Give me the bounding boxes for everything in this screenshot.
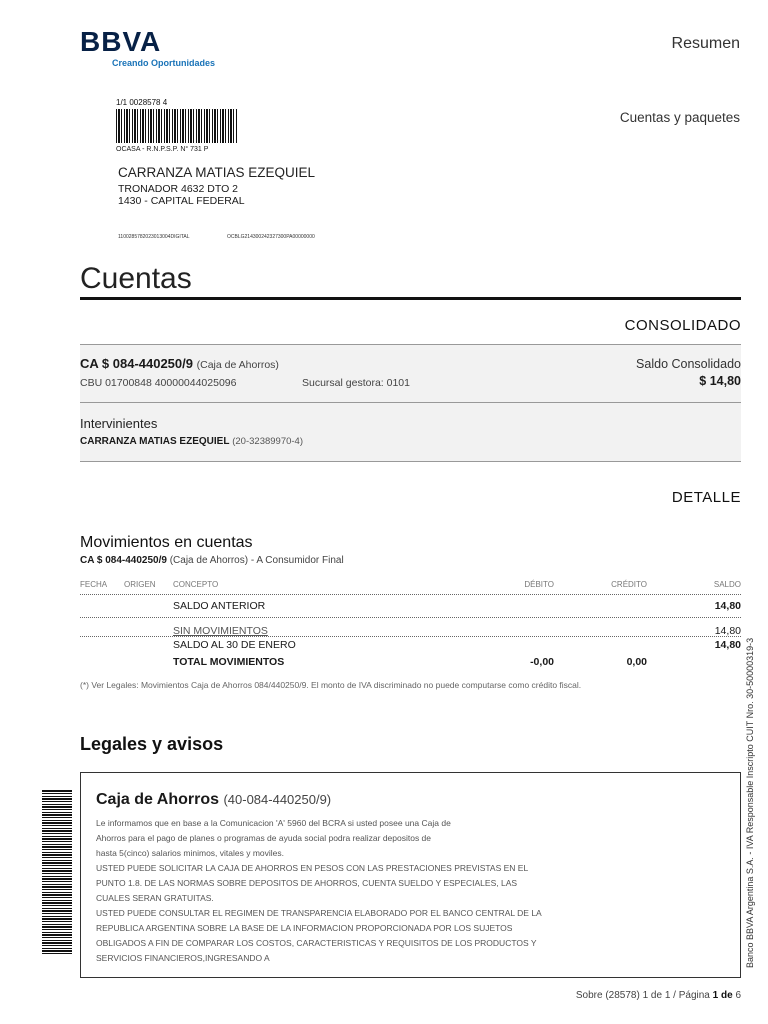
row-saldo: 14,80 bbox=[714, 639, 741, 651]
row-concepto: SIN MOVIMIENTOS bbox=[173, 625, 268, 637]
row-saldo: 14,80 bbox=[714, 600, 741, 612]
interviniente-cuit: (20-32389970-4) bbox=[232, 436, 304, 447]
footer-page: 1 de bbox=[712, 990, 733, 1001]
document-subtitle: Cuentas y paquetes bbox=[619, 110, 740, 125]
movimientos-account-id: CA $ 084-440250/9 bbox=[80, 555, 167, 566]
movimientos-account bbox=[80, 555, 344, 566]
col-debito: DÉBITO bbox=[524, 580, 554, 589]
document-title: Resumen bbox=[671, 35, 740, 52]
mailing-code-left: 1100285782023013004DIGITAL bbox=[118, 234, 190, 240]
legal-line: OBLIGADOS A FIN DE COMPARAR LOS COSTOS, CARACTERISTICAS Y REQUISITOS DE LOS PRODUCTOS Y bbox=[96, 938, 537, 948]
interviniente-line bbox=[80, 436, 303, 447]
page-footer bbox=[576, 990, 741, 1001]
cbu-number: CBU 01700848 40000044025096 bbox=[80, 377, 237, 389]
saldo-value: $ 14,80 bbox=[699, 374, 741, 388]
legal-line: CUALES SERAN GRATUITAS. bbox=[96, 893, 214, 903]
mailing-barcode bbox=[116, 98, 246, 153]
barcode-bars bbox=[116, 109, 238, 143]
mailing-code-right: OCBLG214300242327300PA00000000 bbox=[227, 234, 315, 240]
legal-line: REPUBLICA ARGENTINA SOBRE LA BASE DE LA INFORMACION PROPORCIONADA POR LOS SUJETOS bbox=[96, 923, 513, 933]
col-credito: CRÉDITO bbox=[611, 580, 647, 589]
logo-tagline: Creando Oportunidades bbox=[112, 58, 216, 68]
legales-box bbox=[80, 772, 741, 978]
address-line2: 1430 - CAPITAL FEDERAL bbox=[118, 195, 245, 207]
side-legal-text: Banco BBVA Argentina S.A. - IVA Responsable Inscripto CUIT Nro. 30-50000319-3 bbox=[745, 637, 755, 968]
movimientos-account-desc: (Caja de Ahorros) - A Consumidor Final bbox=[169, 555, 344, 566]
movimientos-heading: Movimientos en cuentas bbox=[80, 534, 253, 551]
logo-text: BBVA bbox=[80, 26, 162, 57]
side-barcode bbox=[42, 790, 72, 954]
intervinientes-label: Intervinientes bbox=[80, 416, 158, 431]
section-heading-cuentas: Cuentas bbox=[80, 262, 192, 295]
account-line bbox=[80, 356, 279, 371]
legales-box-title-line bbox=[96, 791, 716, 809]
account-id: CA $ 084-440250/9 bbox=[80, 356, 193, 371]
table-divider bbox=[80, 636, 741, 637]
detalle-label: DETALLE bbox=[671, 489, 741, 506]
row-concepto: SALDO ANTERIOR bbox=[173, 600, 266, 612]
row-concepto: SALDO AL 30 DE ENERO bbox=[173, 639, 296, 651]
legal-line: USTED PUEDE SOLICITAR LA CAJA DE AHORROS EN PESOS CON LAS PRESTACIONES PREVISTAS EN EL bbox=[96, 863, 529, 873]
row-debito: -0,00 bbox=[530, 656, 554, 668]
row-saldo: 14,80 bbox=[714, 625, 741, 637]
bbva-logo bbox=[80, 28, 215, 68]
col-fecha: FECHA bbox=[80, 580, 108, 589]
legal-line: SERVICIOS FINANCIEROS,INGRESANDO A bbox=[96, 953, 270, 963]
col-saldo: SALDO bbox=[713, 580, 741, 589]
heading-rule bbox=[80, 297, 741, 300]
legal-line: USTED PUEDE CONSULTAR EL REGIMEN DE TRANSPARENCIA ELABORADO POR EL BANCO CENTRAL DE LA bbox=[96, 908, 542, 918]
saldo-label: Saldo Consolidado bbox=[636, 357, 741, 371]
table-divider bbox=[80, 594, 741, 595]
col-origen: ORIGEN bbox=[124, 580, 156, 589]
movimientos-note: (*) Ver Legales: Movimientos Caja de Ahorros 084/440250/9. El monto de IVA discriminado no puede computarse como crédito fiscal. bbox=[80, 680, 582, 690]
legales-box-title-id: (40-084-440250/9) bbox=[223, 792, 332, 807]
legal-line: Ahorros para el pago de planes o programas de ayuda social podra realizar depositos de bbox=[96, 833, 432, 843]
barcode-number: 1/1 0028578 4 bbox=[116, 98, 168, 107]
legal-line: Le informamos que en base a la Comunicacion 'A' 5960 del BCRA si usted posee una Caja de bbox=[96, 818, 451, 828]
address-line1: TRONADOR 4632 DTO 2 bbox=[118, 183, 239, 195]
row-credito: 0,00 bbox=[626, 656, 647, 668]
table-divider bbox=[80, 617, 741, 618]
recipient-name: CARRANZA MATIAS EZEQUIEL bbox=[118, 165, 316, 180]
legales-heading: Legales y avisos bbox=[80, 734, 224, 754]
interviniente-name: CARRANZA MATIAS EZEQUIEL bbox=[80, 436, 230, 447]
ocasa-label: OCASA - R.N.P.S.P. N° 731 P bbox=[116, 146, 209, 153]
col-concepto: CONCEPTO bbox=[173, 580, 219, 589]
row-concepto: TOTAL MOVIMIENTOS bbox=[173, 656, 285, 668]
account-type: (Caja de Ahorros) bbox=[196, 359, 279, 371]
legales-content bbox=[96, 791, 716, 966]
footer-prefix: Sobre (28578) 1 de 1 / Página bbox=[575, 990, 710, 1001]
legales-box-title: Caja de Ahorros bbox=[96, 791, 219, 808]
consolidado-label: CONSOLIDADO bbox=[624, 317, 741, 334]
intervinientes-box bbox=[80, 402, 741, 462]
account-summary-box bbox=[80, 344, 741, 402]
legal-line: PUNTO 1.8. DE LAS NORMAS SOBRE DEPOSITOS DE AHORROS, CUENTA SUELDO Y ESPECIALES, LAS bbox=[96, 878, 518, 888]
sucursal-gestora: Sucursal gestora: 0101 bbox=[302, 377, 410, 389]
legal-line: hasta 5(cinco) salarios minimos, vitales y moviles. bbox=[96, 848, 285, 858]
footer-total: 6 bbox=[735, 990, 741, 1001]
